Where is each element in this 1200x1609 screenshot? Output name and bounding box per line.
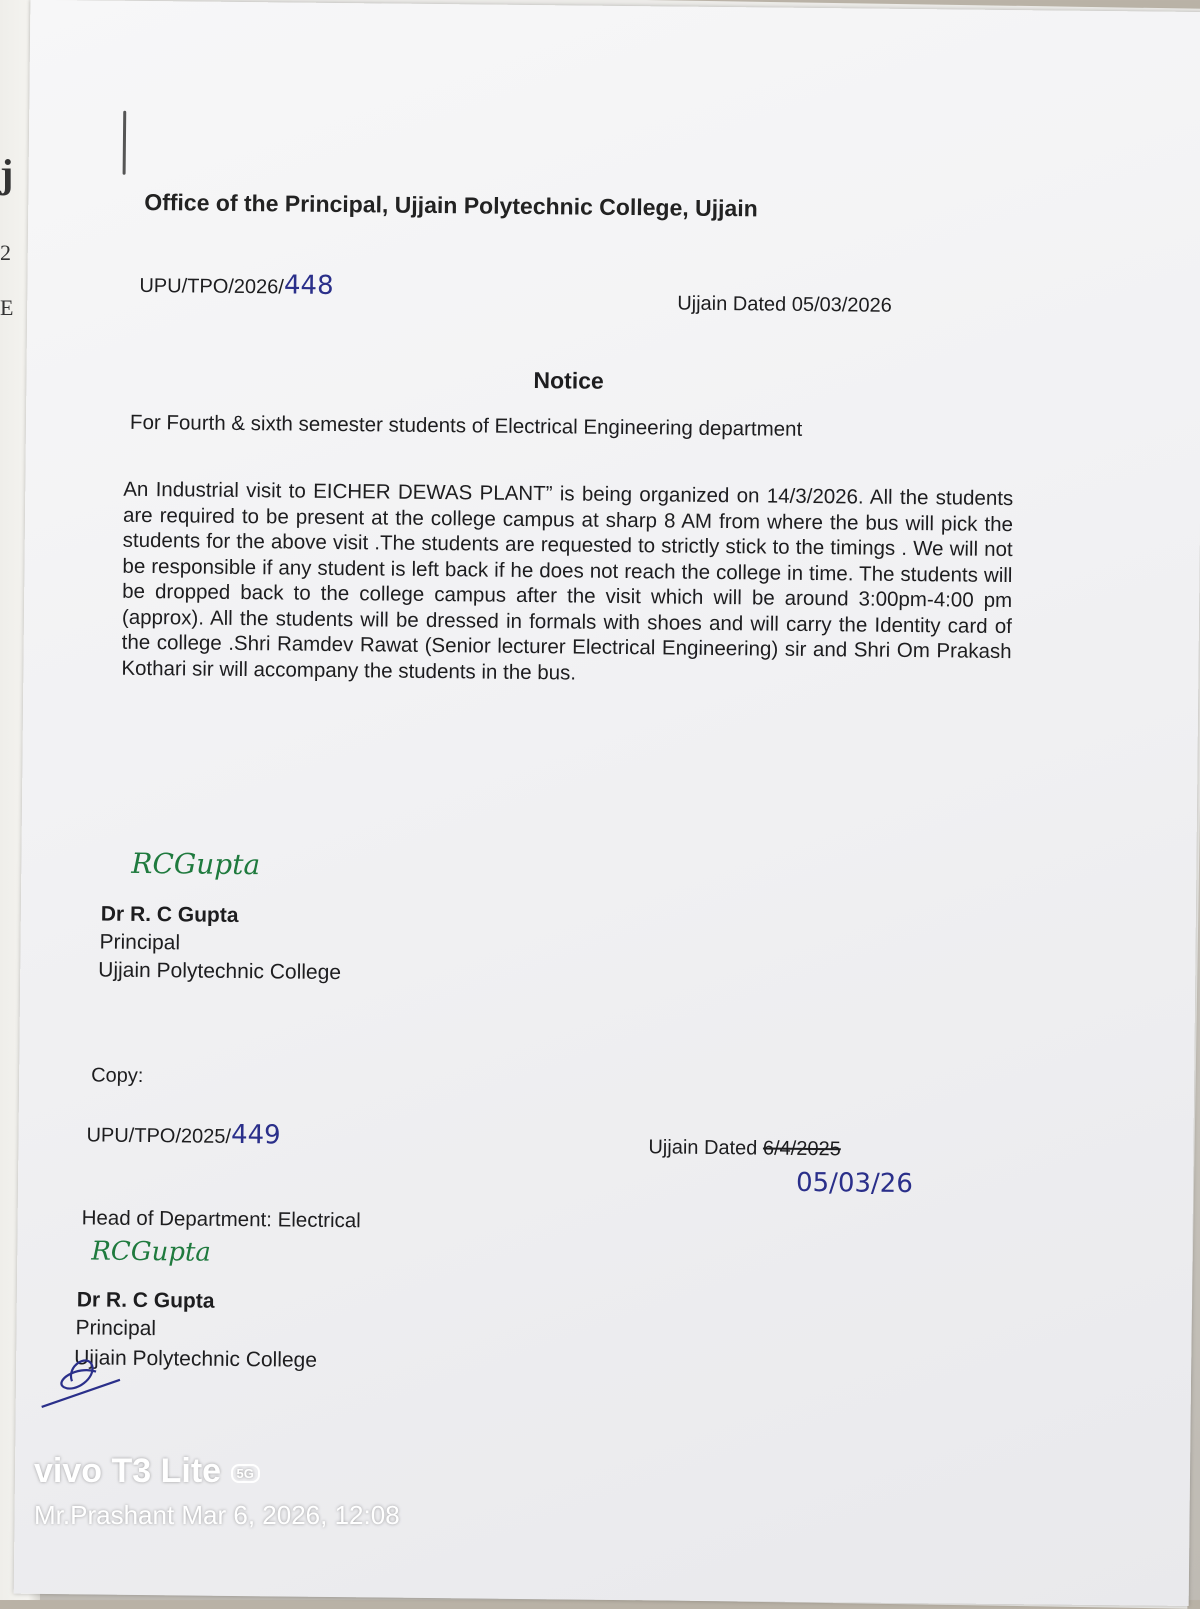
copy-recipient: Head of Department: Electrical (81, 1206, 361, 1233)
notice-audience: For Fourth & sixth semester students of Electrical Engineering department (129, 410, 803, 441)
principal-signature: RCGupta (131, 846, 261, 882)
notice-document (14, 0, 1200, 1606)
copy-date-label: Ujjain Dated (648, 1136, 758, 1160)
copy-signatory-name: Dr R. C Gupta (76, 1288, 215, 1313)
signatory-name: Dr R. C Gupta (100, 902, 239, 927)
copy-reference-number (86, 1118, 280, 1150)
edge-glyph: j (0, 151, 14, 196)
device-watermark (34, 1452, 260, 1491)
staple-mark (123, 111, 127, 175)
copy-reference-prefix: UPU/TPO/2025/ (86, 1124, 232, 1148)
copy-signature: RCGupta (91, 1236, 212, 1268)
copy-date (648, 1136, 841, 1161)
device-name: vivo T3 Lite (34, 1452, 222, 1490)
photo-caption: Mr.Prashant Mar 6, 2026, 12:08 (34, 1500, 400, 1530)
copy-reference-handwritten-number: 449 (230, 1119, 281, 1151)
reference-handwritten-number: 448 (283, 270, 334, 301)
notice-date: Ujjain Dated 05/03/2026 (677, 292, 892, 317)
signatory-institution: Ujjain Polytechnic College (98, 958, 342, 985)
reference-number (139, 269, 333, 301)
edge-glyph: E (0, 295, 14, 320)
copy-signatory-institution: Ujjain Polytechnic College (74, 1346, 318, 1372)
initials-scribble-icon (36, 1335, 147, 1416)
copy-label: Copy: (91, 1064, 144, 1088)
reference-prefix: UPU/TPO/2026/ (139, 274, 285, 299)
copy-date-handwritten: 05/03/26 (795, 1167, 913, 1200)
copy-date-struck: 6/4/2025 (762, 1137, 841, 1161)
signatory-designation: Principal (99, 930, 181, 955)
notice-title: Notice (533, 367, 604, 394)
edge-glyph: 2 (0, 240, 11, 265)
network-badge: 5G (231, 1464, 260, 1483)
office-heading: Office of the Principal, Ujjain Polytechnic College, Ujjain (144, 188, 758, 222)
copy-signatory-designation: Principal (75, 1316, 157, 1341)
notice-body: An Industrial visit to EICHER DEWAS PLANT” is being organized on 14/3/2026. All the students are required to be present at the college campus at sharp 8 AM from where the bus will pick the students for the above visit .The students are requested to strictly stick to the timings . We will not be responsible if any student is left back if he does not reach the college in time. The students will be dropped back to the college campus after the visit which will be around 3:00pm-4:00 pm (approx). All the students will be dressed in formals with shoes and will carry the Identity card of the college .Shri Ramdev Rawat (Senior lecturer Electrical Engineering) sir and Shri Om Prakash Kothari sir will accompany the students in the bus. (121, 477, 1014, 685)
